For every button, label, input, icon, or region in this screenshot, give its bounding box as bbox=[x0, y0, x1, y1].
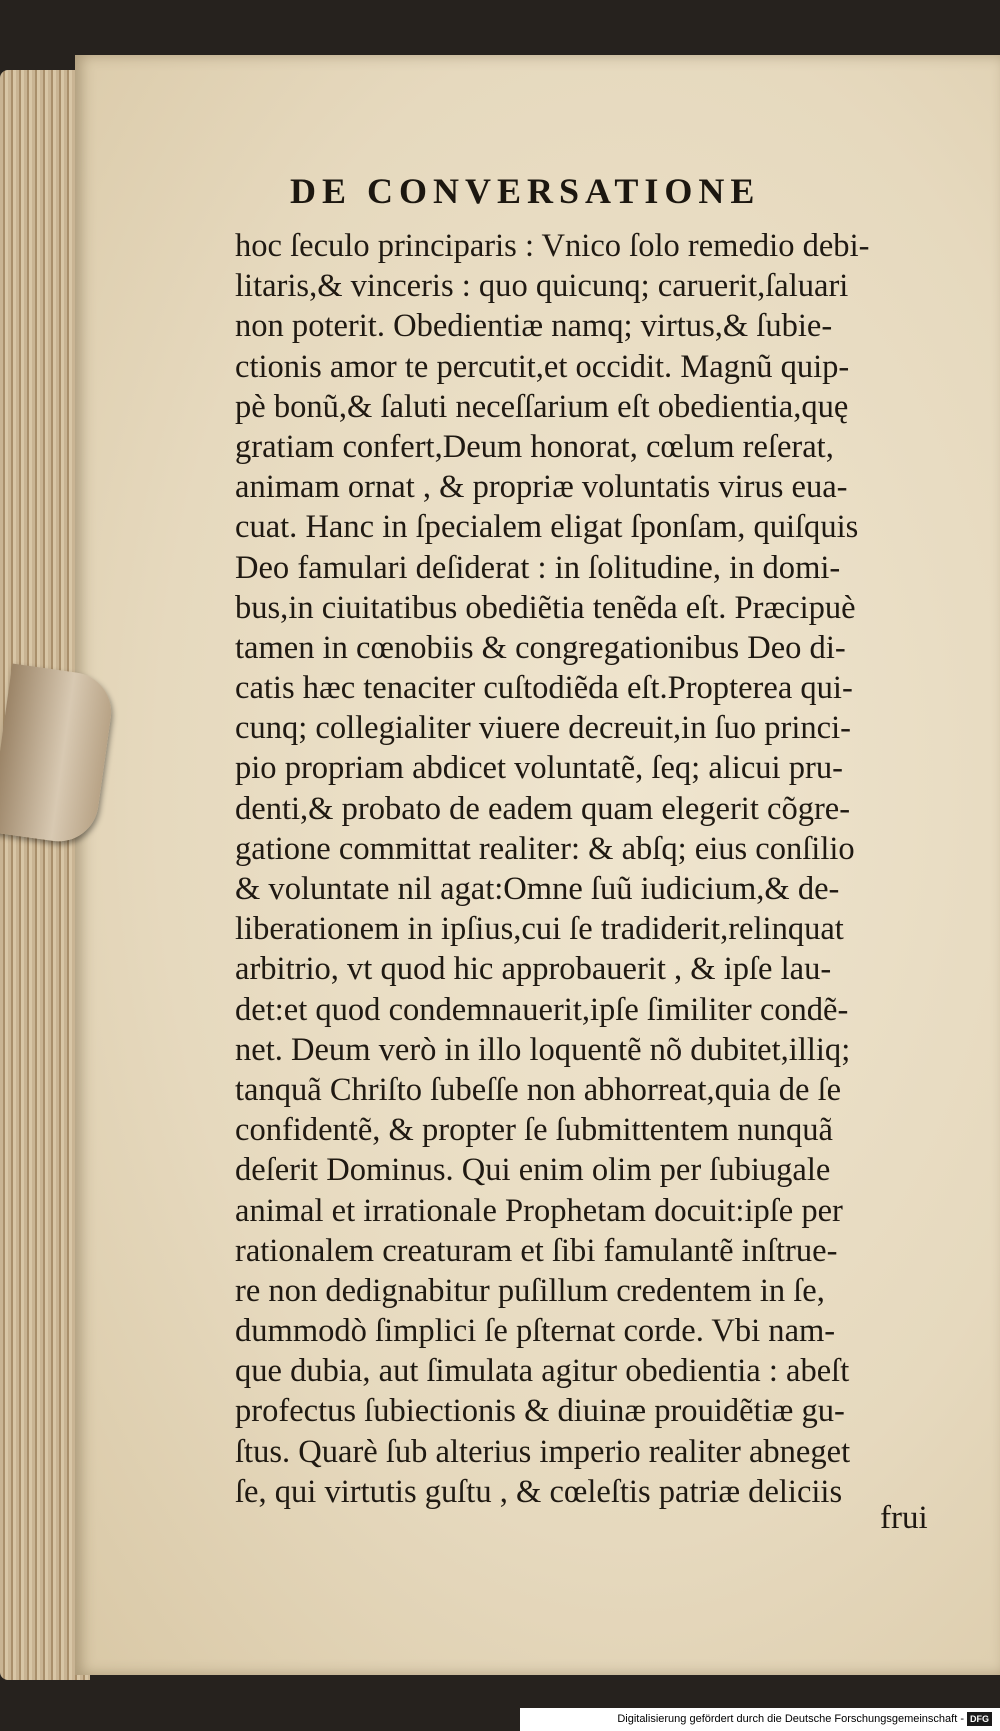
text-line: dummodò ſimplici ſe pſternat corde. Vbi nam- bbox=[235, 1313, 836, 1350]
text-line: que dubia, aut ſimulata agitur obedientia : abeſt bbox=[235, 1353, 850, 1390]
text-line: animam ornat , & propriæ voluntatis virus eua- bbox=[235, 469, 848, 506]
text-line: catis hæc tenaciter cuſtodiẽda eſt.Propterea qui- bbox=[235, 670, 853, 707]
text-block bbox=[235, 226, 935, 1512]
text-line: liberationem in ipſius,cui ſe tradiderit,relinquat bbox=[235, 911, 844, 948]
text-line: non poterit. Obedientiæ namq; virtus,& ſubie- bbox=[235, 308, 833, 345]
text-line: pio propriam abdicet voluntatẽ, ſeq; alicui pru- bbox=[235, 750, 843, 787]
text-line: confidentẽ, & propter ſe ſubmittentem nunquã bbox=[235, 1112, 834, 1149]
text-line: denti,& probato de eadem quam elegerit cõgre- bbox=[235, 790, 851, 827]
text-line: Deo famulari deſiderat : in ſolitudine, in domi- bbox=[235, 549, 841, 586]
text-line: & voluntate nil agat:Omne ſuũ iudicium,& de- bbox=[235, 871, 840, 907]
text-line: hoc ſeculo principaris : Vnico ſolo remedio debi- bbox=[235, 228, 870, 264]
text-line: pè bonũ,& ſaluti neceſſarium eſt obedientia,quę bbox=[235, 388, 849, 425]
text-line: ſe, qui virtutis guſtu , & cœleſtis patriæ deliciis bbox=[235, 1473, 843, 1510]
text-line: tanquã Chriſto ſubeſſe non abhorreat,quia de ſe bbox=[235, 1071, 842, 1108]
text-line: re non dedignabitur puſillum credentem in ſe, bbox=[235, 1272, 825, 1309]
text-line: animal et irrationale Prophetam docuit:ipſe per bbox=[235, 1192, 843, 1229]
text-line: ſtus. Quarè ſub alterius imperio realiter abneget bbox=[235, 1433, 851, 1470]
dfg-logo: DFG bbox=[967, 1712, 992, 1726]
text-line: arbitrio, vt quod hic approbauerit , & ipſe lau- bbox=[235, 951, 832, 988]
text-line: cuat. Hanc in ſpecialem eligat ſponſam, quiſquis bbox=[235, 509, 859, 546]
text-line: cunq; collegialiter viuere decreuit,in ſuo princi- bbox=[235, 710, 851, 747]
text-line: bus,in ciuitatibus obediẽtia tenẽda eſt. Præcipuè bbox=[235, 589, 856, 626]
text-line: profectus ſubiectionis & diuinæ prouidẽtiæ gu- bbox=[235, 1393, 845, 1430]
text-line: deſerit Dominus. Qui enim olim per ſubiugale bbox=[235, 1152, 831, 1189]
text-line: rationalem creaturam et ſibi famulantẽ inſtrue- bbox=[235, 1232, 838, 1269]
text-line: tamen in cœnobiis & congregationibus Deo di- bbox=[235, 629, 846, 666]
running-head: DE CONVERSATIONE bbox=[290, 171, 761, 211]
catchword: frui bbox=[880, 1500, 928, 1536]
text-line: net. Deum verò in illo loquentẽ nõ dubitet,illiq; bbox=[235, 1031, 851, 1068]
text-line: litaris,& vinceris : quo quicunq; caruerit,ſaluari bbox=[235, 268, 849, 305]
text-line: gratiam confert,Deum honorat, cœlum reſerat, bbox=[235, 428, 834, 465]
digitization-credit bbox=[520, 1708, 1000, 1731]
credit-text: Digitalisierung gefördert durch die Deutsche Forschungsgemeinschaft - bbox=[617, 1713, 964, 1725]
text-line: gatione committat realiter: & abſq; eius conſilio bbox=[235, 830, 855, 867]
text-line: ctionis amor te percutit,et occidit. Magnũ quip- bbox=[235, 348, 850, 385]
text-line: det:et quod condemnauerit,ipſe ſimiliter condẽ- bbox=[235, 991, 849, 1028]
